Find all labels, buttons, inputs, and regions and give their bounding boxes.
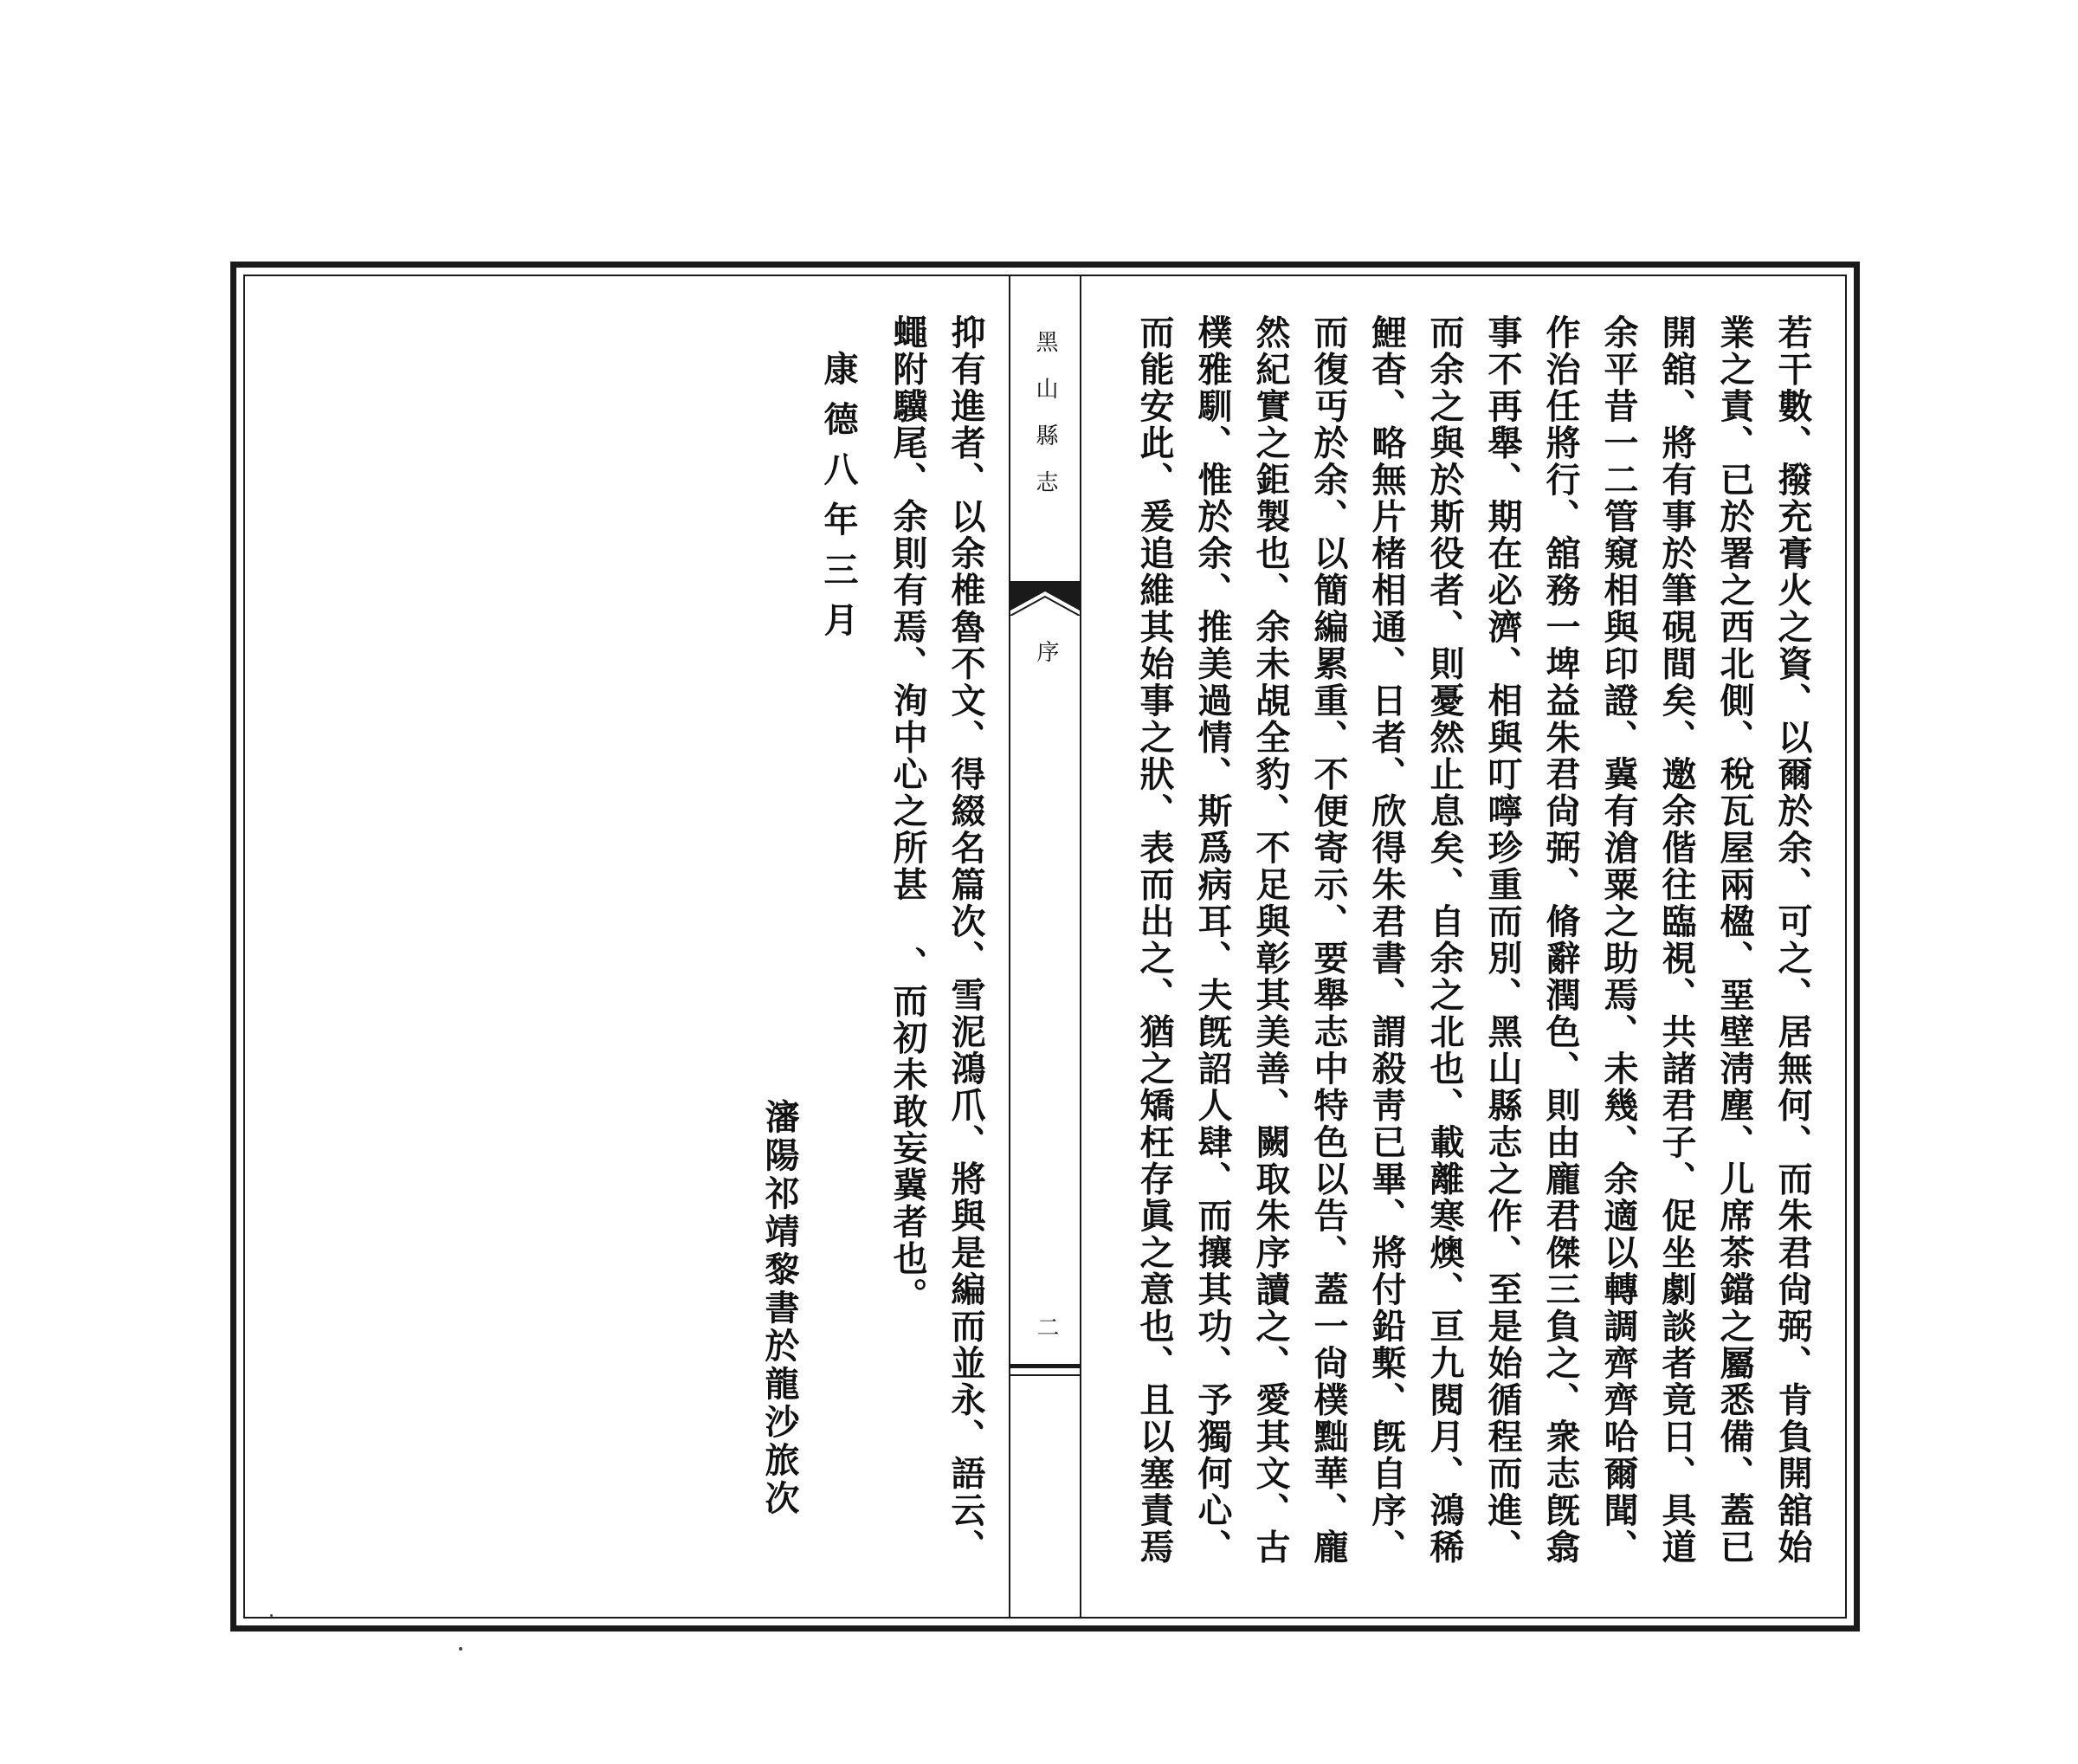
paper-speck — [270, 1614, 273, 1617]
text-column: 樸雅馴、惟於余、推美過情、斯爲病耳、夫旣詔人肆、而攘其功、予獨何心、 — [1192, 314, 1233, 1566]
page-frame — [230, 262, 1860, 1632]
fold-rule-right — [1080, 276, 1081, 1617]
date-line: 康德八年三月 — [818, 351, 859, 652]
text-column: 而余之與於斯役者、則憂然止息矣、自余之北也、載離寒燠、亘九閱月、鴻稀 — [1424, 314, 1465, 1566]
text-column: 然紀實之鉅製也、余未覘全豹、不足與彰其美善、闕取朱序讀之、愛其文、古 — [1250, 314, 1291, 1566]
fold-column — [1009, 276, 1081, 1617]
page-number: 二 — [1033, 1315, 1059, 1338]
book-title: 黑山縣志 — [1032, 330, 1058, 517]
fishtail-mark-icon — [1009, 581, 1081, 616]
text-column: 作治任將行、舘務一埤益朱君尙弼、脩辭潤色、則由龐君傑三負之、衆志旣翕 — [1540, 314, 1581, 1566]
fold-rule-left — [1009, 276, 1010, 1617]
signature: 瀋陽祁靖黎書於龍沙旅次 — [759, 1099, 800, 1518]
text-column: 而能安此、爰追維其始事之狀、表而出之、猶之矯枉存眞之意也、且以塞責焉 — [1134, 314, 1175, 1566]
text-column: 鯉杳、略無片楮相通、日者、欣得朱君書、謂殺靑已畢、將付鉛槧、旣自序、 — [1366, 314, 1407, 1566]
section-label: 序 — [1033, 640, 1059, 662]
text-column: 事不再舉、期在必濟、相與叮嚀珍重而別、黑山縣志之作、至是始循程而進、 — [1482, 314, 1523, 1566]
fold-bottom-bar — [1010, 1364, 1080, 1376]
paper-speck — [459, 1647, 462, 1651]
text-column: 而復丏於余、以簡編累重、不便寄示、要舉志中特色以告、蓋一尙樸黜華、龐 — [1308, 314, 1349, 1566]
text-column: 業之責、已於署之西北側、稅瓦屋兩楹、堊壁淸塵、儿席茶鐺之屬悉備、蓋已 — [1714, 314, 1755, 1566]
page-frame-inner — [243, 275, 1847, 1619]
text-column: 若干數、撥充膏火之資、以爾於余、可之、居無何、而朱君尙弼、肯負開舘始 — [1772, 314, 1813, 1566]
text-column: 余平昔一二管窺相與印證、冀有滄粟之助焉、未幾、余適以轉調齊齊哈爾聞、 — [1598, 314, 1639, 1566]
text-column: 開舘、將有事於筆硯間矣、邀余偕往臨視、共諸君子、促坐劇談者竟日、具道 — [1656, 314, 1697, 1566]
text-column: 蠅附驥尾、余則有焉、洵中心之所甚 、而初未敢妄冀者也。 — [887, 314, 928, 1315]
text-column: 抑有進者、以余椎魯不文、得綴名篇次、雪泥鴻爪、將與是編而並永、語云、 — [945, 314, 986, 1566]
